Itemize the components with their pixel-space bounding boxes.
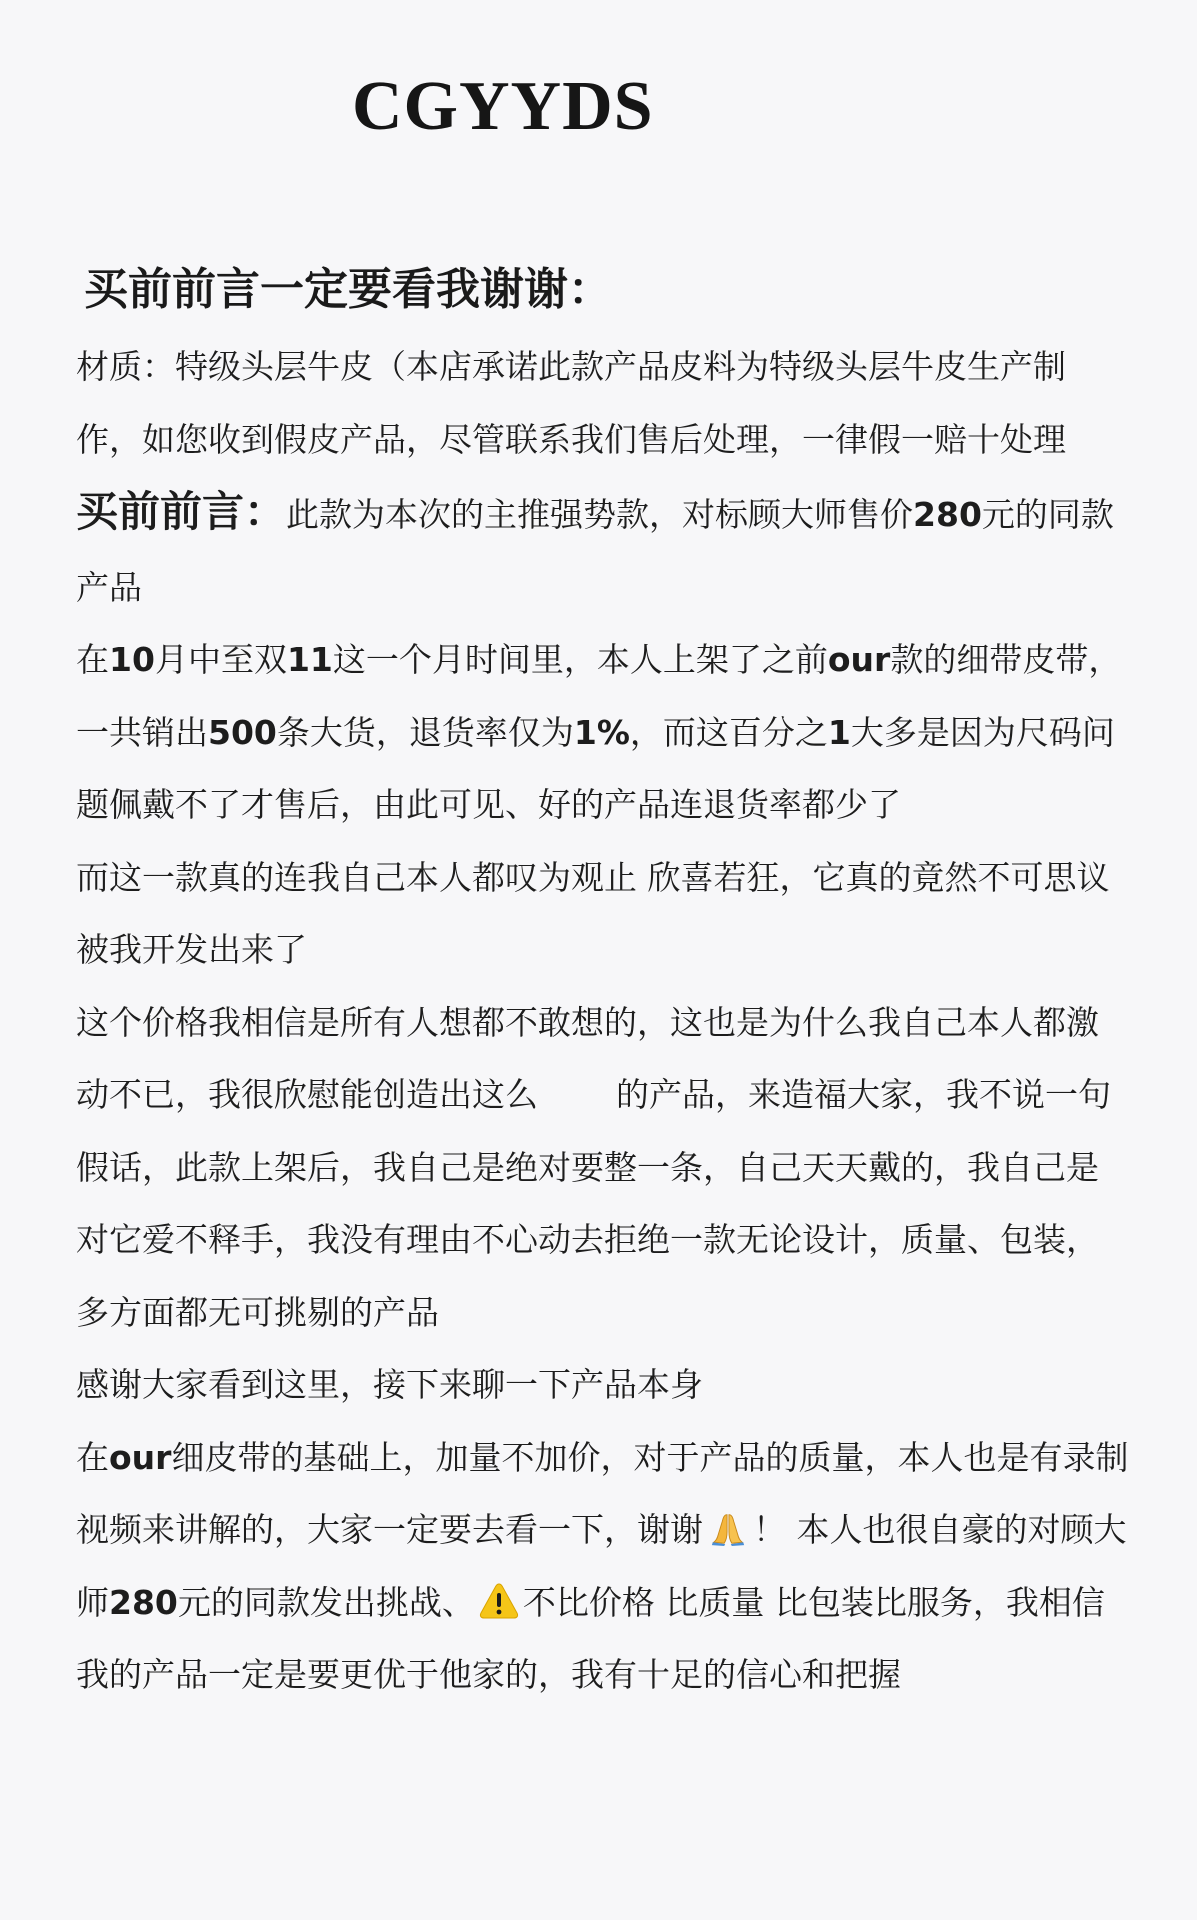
amazement-paragraph: 而这一款真的连我自己本人都叹为观止 欣喜若狂，它真的竟然不可思议被我开发出来了 <box>76 857 1110 969</box>
brand-title: CGYYDS <box>352 68 654 145</box>
sales-paragraph: 在10月中至双11这一个月时间里，本人上架了之前our款的细带皮带，一共销出500条大货，退货率仅为1%，而这百分之1大多是因为尺码问题佩戴不了才售后，由此可见、好的产品连退货率都少了 <box>76 640 1122 824</box>
product-paragraph: 在our细皮带的基础上，加量不加价，对于产品的质量，本人也是有录制视频来讲解的，大家一定要去看一下，谢谢 ！ 本人也很自豪的对顾大师280元的同款发出挑战、 不比价格 比质量 比包装比服务，我相信我的产品一定是要更优于他家的，我有十足的信心和把握 <box>76 1437 1129 1694</box>
thanks-paragraph: 感谢大家看到这里，接下来聊一下产品本身 <box>76 1365 703 1404</box>
material-paragraph: 材质：特级头层牛皮（本店承诺此款产品皮料为特级头层牛皮生产制作，如您收到假皮产品，尽管联系我们售后处理，一律假一赔十处理 <box>76 347 1066 459</box>
preface-paragraph: 买前前言：此款为本次的主推强势款，对标顾大师售价280元的同款产品 <box>76 487 1114 607</box>
folded-hands-icon <box>709 1509 747 1547</box>
article-body <box>76 331 1131 1712</box>
preface-lead: 买前前言： <box>76 487 287 536</box>
notice-heading: 买前前言一定要看我谢谢： <box>84 264 612 315</box>
price-paragraph: 这个价格我相信是所有人想都不敢想的，这也是为什么我自己本人都激动不已，我很欣慰能创造出这么 的产品，来造福大家，我不说一句假话，此款上架后，我自己是绝对要整一条，自己天天戴的，我自己是对它爱不释手，我没有理由不心动去拒绝一款无论设计，质量、包装，多方面都无可挑剔的产品 <box>76 1002 1111 1332</box>
warning-icon <box>479 1582 519 1620</box>
